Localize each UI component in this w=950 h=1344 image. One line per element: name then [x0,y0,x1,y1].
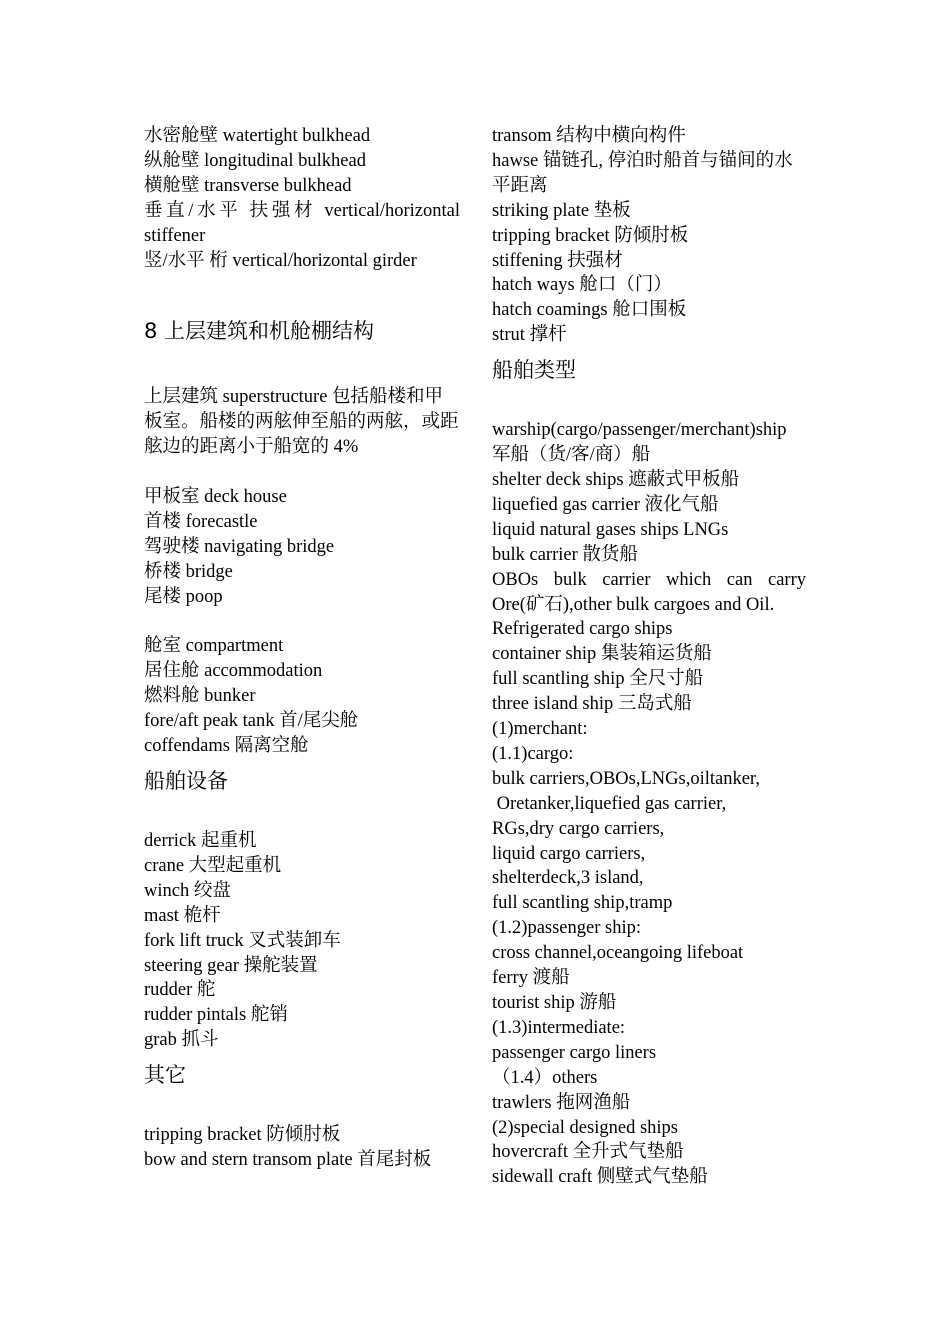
text-line: full scantling ship 全尺寸船 [492,669,704,690]
text-line: strut 撑杆 [492,325,567,346]
text-line: passenger cargo liners [492,1042,657,1063]
text-line: fork lift truck 叉式装卸车 [144,930,341,951]
text-line: stiffening 扶强材 [492,250,623,271]
text-line: derrick 起重机 [144,831,257,851]
paragraph: 上层建筑 superstructure 包括船楼和甲板室。船楼的两舷伸至船的两舷，或距舷边的距离小于船宽的 4% [144,387,459,458]
text-line: Refrigerated cargo ships [492,619,673,640]
text-line: sidewall craft 侧壁式气垫船 [492,1167,708,1188]
text-line: ferry 渡船 [492,968,570,989]
text-line: 横舱壁 transverse bulkhead [144,175,352,196]
text-line: tourist ship 游船 [492,993,617,1013]
spacer [144,273,460,317]
text-line: tripping bracket 防倾肘板 [144,1125,341,1146]
text-line: 桥楼 bridge [144,561,233,582]
text-line: rudder 舵 [144,980,216,1001]
text-line: 尾楼 poop [144,586,223,607]
text-line: 燃料舱 bunker [144,686,256,707]
text-line: container ship 集装箱运货船 [492,644,712,665]
text-line: warship(cargo/passenger/merchant)ship [492,420,787,441]
text-line: cross channel,oceangoing lifeboat [492,943,744,964]
text-line: striking plate 垫板 [492,200,631,221]
spacer [144,460,460,485]
section-heading: 8 上层建筑和机舱棚结构 [144,319,375,344]
text-line: stiffener [144,225,206,246]
text-line: (1.1)cargo: [492,743,574,764]
text-line: 舱室 compartment [144,636,284,657]
right-column [492,124,806,1190]
text-line: liquid cargo carriers, [492,843,646,864]
text-line: Ore(矿石),other bulk cargoes and Oil. [492,594,775,615]
text-line: OBOs bulk carrier which can carry [492,569,806,590]
text-line: trawlers 拖网渔船 [492,1092,631,1113]
text-line: hatch ways 舱口（门） [492,275,672,296]
text-line: full scantling ship,tramp [492,893,673,914]
text-line: rudder pintals 舵销 [144,1005,288,1026]
text-line: liquid natural gases ships LNGs [492,519,729,540]
text-line: (1)merchant: [492,719,588,740]
spacer [492,348,806,356]
text-line: hovercraft 全升式气垫船 [492,1142,684,1163]
text-line: liquefied gas carrier 液化气船 [492,494,719,515]
text-line: (2)special designed ships [492,1117,678,1138]
text-line: winch 绞盘 [144,880,231,901]
text-line: 首楼 forecastle [144,511,258,532]
text-line: 居住舱 accommodation [144,661,323,682]
text-line: 军船（货/客/商）船 [492,445,651,466]
text-line: hatch coamings 舱口围板 [492,300,687,321]
text-line: bow and stern transom plate 首尾封板 [144,1150,432,1171]
text-line: three island ship 三岛式船 [492,694,692,715]
text-line: coffendams 隔离空舱 [144,736,309,757]
text-line: 垂直/水平 扶强材 vertical/horizontal [144,200,460,221]
text-line: bulk carrier 散货船 [492,544,638,565]
left-column [144,124,460,1173]
spacer [144,759,460,767]
text-line: 纵舱壁 longitudinal bulkhead [144,150,366,171]
text-line: steering gear 操舵装置 [144,955,318,976]
section-heading: 船舶设备 [144,769,228,793]
spacer [144,610,460,635]
text-line: RGs,dry cargo carriers, [492,818,665,839]
text-line: transom 结构中横向构件 [492,126,686,146]
spacer [144,1089,460,1123]
text-line: 驾驶楼 navigating bridge [144,536,335,557]
text-line: (1.2)passenger ship: [492,918,641,939]
spacer [144,1053,460,1061]
text-line: （1.4）others [492,1067,598,1088]
text-line: shelter deck ships 遮蔽式甲板船 [492,469,740,490]
text-line: fore/aft peak tank 首/尾尖舱 [144,711,359,732]
text-line: hawse 锚链孔, 停泊时船首与锚间的水 [492,150,793,171]
spacer [144,345,460,385]
text-line: 平距离 [492,175,548,196]
text-line: mast 桅杆 [144,905,221,926]
text-line: 竖/水平 桁 vertical/horizontal girder [144,250,417,271]
text-line: bulk carriers,OBOs,LNGs,oiltanker, [492,768,760,789]
section-heading: 船舶类型 [492,358,576,383]
text-line: shelterdeck,3 island, [492,868,644,889]
text-line: tripping bracket 防倾肘板 [492,225,689,246]
section-heading: 其它 [144,1063,186,1088]
text-line: 水密舱壁 watertight bulkhead [144,126,371,146]
text-line: crane 大型起重机 [144,855,282,876]
spacer [144,795,460,829]
text-line: 甲板室 deck house [144,487,287,508]
text-line: grab 抓斗 [144,1030,219,1051]
spacer [492,384,806,418]
text-line: (1.3)intermediate: [492,1017,626,1038]
text-line: Oretanker,liquefied gas carrier, [492,793,727,814]
